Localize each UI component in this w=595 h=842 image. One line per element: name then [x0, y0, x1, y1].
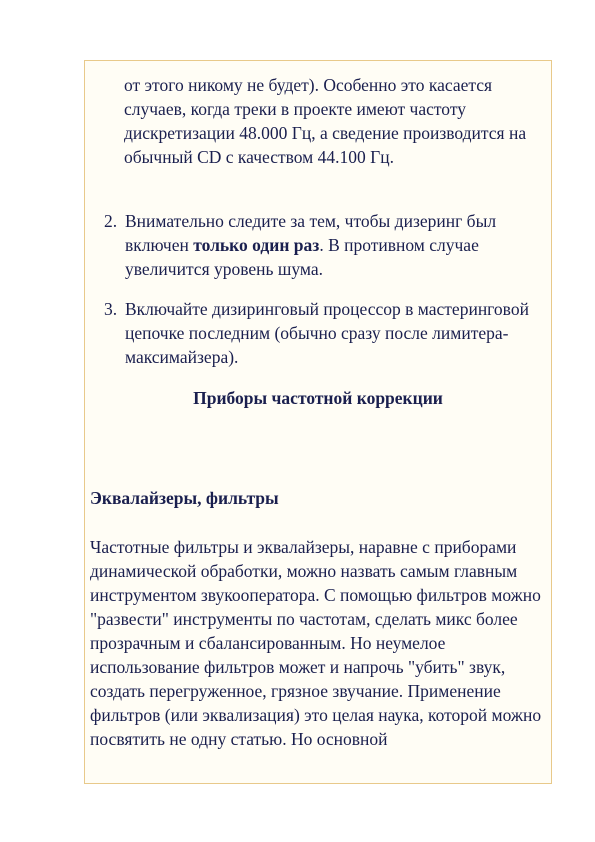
list-number: 2.: [104, 211, 118, 231]
section-title: Приборы частотной коррекции: [193, 388, 443, 408]
body-paragraph: Частотные фильтры и эквалайзеры, наравне с приборами динамической обработки, можно назвать самым главным инструментом звукооператора. С помощью фильтров можно "развести" инструменты по частотам, сделать микс более прозрачным и сбалансированным. Но неумелое использование фильтров может и напрочь "убить" звук, создать перегруженное, грязное звучание. Применение фильтров (или эквализация) это целая наука, которой можно посвятить не одну статью. Но основной: [90, 537, 542, 749]
list-item-3: [104, 297, 549, 369]
subsection-title: Эквалайзеры, фильтры: [90, 488, 279, 508]
list-item-text: Включайте дизиринговый процессор в мастеринговой цепочке последним (обычно сразу после лимитера-максимайзера).: [125, 299, 529, 367]
emphasis-text: только один раз: [193, 235, 320, 255]
list-item-text-end: . В противном случае увеличится уровень шума.: [125, 235, 479, 279]
continued-list-text: от этого никому не будет). Особенно это касается случаев, когда треки в проекте имеют частоту дискретизации 48.000 Гц, а сведение производится на обычный CD с качеством 44.100 Гц.: [124, 75, 527, 167]
list-item-text: [125, 209, 549, 281]
list-item-text-start: Внимательно следите за тем, чтобы дизеринг был включен: [125, 211, 497, 255]
list-item-2: [104, 209, 549, 281]
list-number: 3.: [104, 299, 118, 319]
